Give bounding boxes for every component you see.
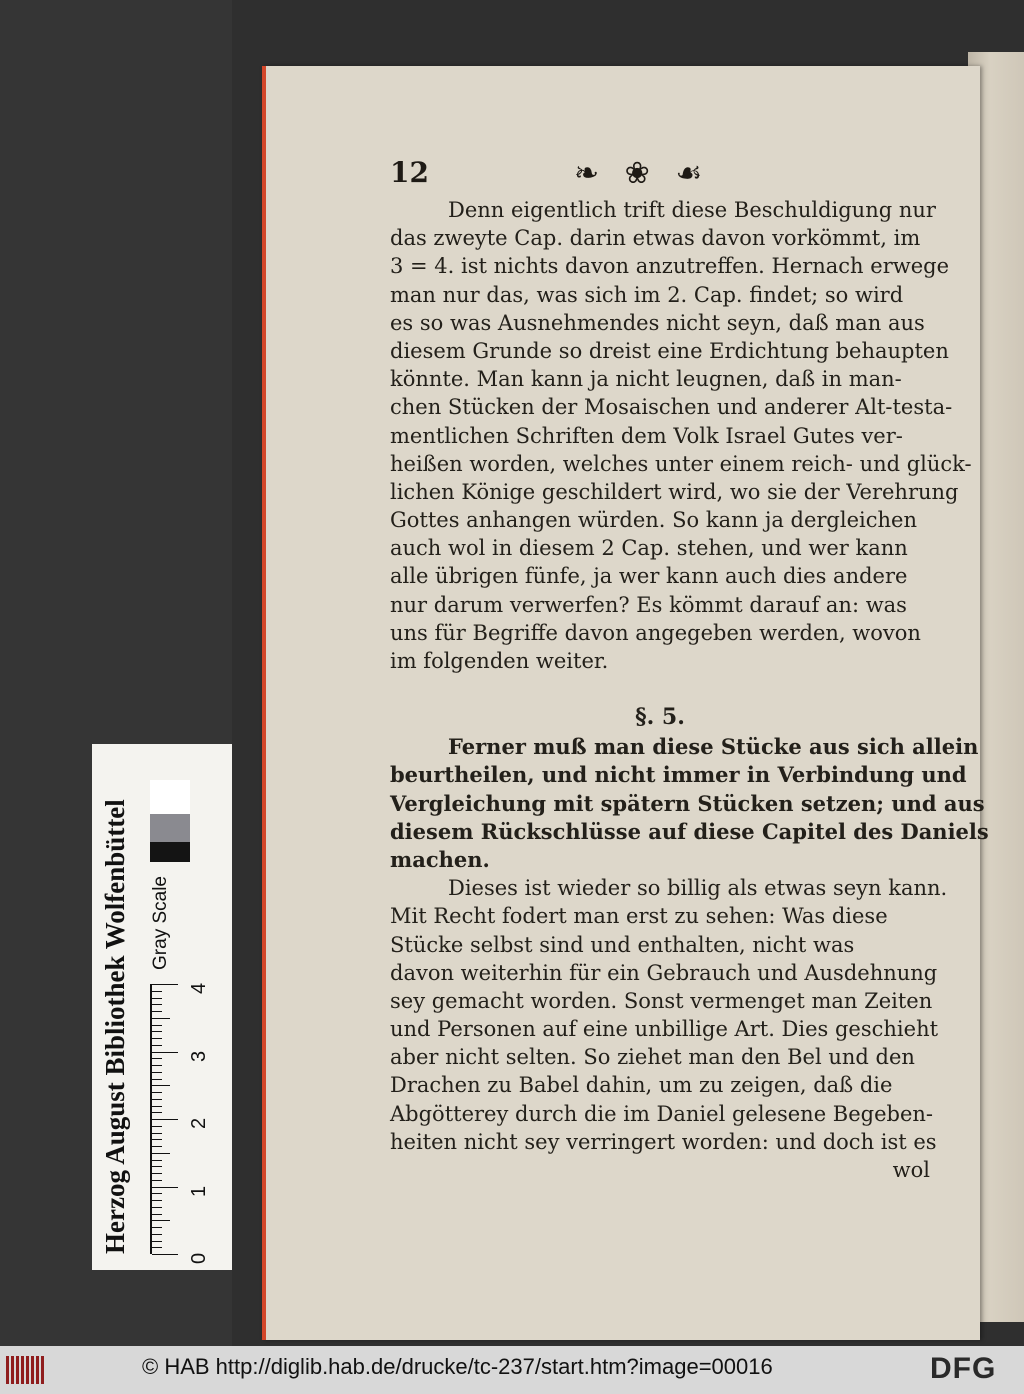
- text-line: lichen Könige geschildert wird, wo sie der Verehrung: [390, 479, 959, 504]
- catchword-text: wol: [892, 1158, 930, 1182]
- ruler-tick: [152, 1018, 170, 1019]
- ruler-tick: [152, 1106, 162, 1107]
- ruler-tick: [152, 1247, 162, 1248]
- text-line: Denn eigentlich trift diese Beschuldigung nur: [448, 198, 936, 222]
- ruler-number: 1: [188, 1185, 210, 1197]
- page-number: 12: [390, 156, 429, 189]
- ruler-tick: [152, 1187, 178, 1188]
- ruler-tick: [152, 1119, 178, 1120]
- book-page: [262, 66, 989, 1340]
- text-line: im folgenden weiter.: [390, 649, 609, 673]
- ruler-tick: [152, 1031, 162, 1032]
- paragraph-2: [390, 733, 989, 874]
- ruler-tick: [152, 1045, 162, 1046]
- text-line: auch wol in diesem 2 Cap. stehen, und wer kann: [390, 536, 908, 561]
- ruler-tick: [152, 1065, 162, 1066]
- text-line: Abgötterey durch die im Daniel gelesene Begeben-: [390, 1101, 934, 1126]
- ruler-tick: [152, 1200, 162, 1201]
- ruler-tick: [152, 1133, 162, 1134]
- ruler-tick: [152, 1112, 162, 1113]
- ruler-tick: [152, 1241, 162, 1242]
- text-line: mentlichen Schriften dem Volk Israel Gutes ver-: [390, 423, 903, 448]
- text-line: Mit Recht fodert man erst zu sehen: Was diese: [390, 904, 888, 929]
- ruler-tick: [152, 984, 178, 985]
- text-line: nur darum verwerfen? Es kömmt darauf an: was: [390, 592, 907, 617]
- ruler-tick: [152, 1126, 162, 1127]
- text-line: Drachen zu Babel dahin, um zu zeigen, daß die: [390, 1073, 893, 1098]
- ruler-tick: [152, 1025, 162, 1026]
- text-line: 3 = 4. ist nichts davon anzutreffen. Hernach erwege: [390, 254, 950, 279]
- text-line: aber nicht selten. So ziehet man den Bel und den: [390, 1045, 915, 1070]
- gray-swatch-white: [150, 780, 190, 814]
- text-line: alle übrigen fünfe, ja wer kann auch dies andere: [390, 564, 908, 589]
- text-line: diesem Rückschlüsse auf diese Capitel des Daniels: [390, 818, 989, 844]
- gray-swatch-mid: [150, 814, 190, 842]
- gray-scale-label: Gray Scale: [150, 876, 171, 970]
- page-header: [390, 156, 930, 196]
- text-line: diesem Grunde so dreist eine Erdichtung behaupten: [390, 338, 949, 363]
- catchword: [390, 1156, 930, 1184]
- library-logo-icon: [6, 1356, 44, 1384]
- section-mark: §. 5.: [635, 704, 685, 731]
- ruler-number: 2: [188, 1117, 210, 1129]
- copyright-link[interactable]: © HAB http://diglib.hab.de/drucke/tc-237/start.htm?image=00016: [142, 1354, 773, 1379]
- card-title: Herzog August Bibliothek Wolfenbüttel: [100, 799, 130, 1254]
- ruler-number: 4: [188, 982, 210, 994]
- text-line: beurtheilen, und nicht immer in Verbindung und: [390, 762, 967, 788]
- ruler-number: 3: [188, 1050, 210, 1062]
- ornament-icon: ❧ ❀ ☙: [574, 156, 711, 191]
- ruler-tick: [152, 1220, 170, 1221]
- text-line: Stücke selbst sind und enthalten, nicht was: [390, 932, 855, 957]
- ruler-tick: [152, 1004, 162, 1005]
- ruler-tick: [152, 1193, 162, 1194]
- page-content: [390, 156, 989, 1184]
- ruler-tick: [152, 991, 162, 992]
- text-line: Ferner muß man diese Stücke aus sich allein: [448, 734, 979, 760]
- footer-bar: [0, 1346, 1024, 1394]
- ruler-tick: [152, 1180, 162, 1181]
- text-line: man nur das, was sich im 2. Cap. findet; so wird: [390, 282, 904, 307]
- ruler-tick: [152, 1234, 162, 1235]
- ruler-number: 0: [188, 1252, 210, 1264]
- ruler-tick: [152, 1153, 170, 1154]
- text-line: heißen worden, welches unter einem reich- und glück-: [390, 451, 972, 476]
- ruler-tick: [152, 1146, 162, 1147]
- ruler-tick: [152, 1011, 162, 1012]
- paragraph-1: [390, 196, 972, 675]
- text-line: heiten nicht sey verringert worden: und doch ist es: [390, 1129, 937, 1154]
- ruler-tick: [152, 1092, 162, 1093]
- ruler-tick: [152, 1072, 162, 1073]
- ruler-tick: [152, 1038, 162, 1039]
- text-line: könnte. Man kann ja nicht leugnen, daß in man-: [390, 367, 902, 392]
- ruler-tick: [152, 1058, 162, 1059]
- ruler-tick: [152, 1139, 162, 1140]
- text-line: davon weiterhin für ein Gebrauch und Ausdehnung: [390, 960, 938, 985]
- ruler-tick: [152, 1160, 162, 1161]
- text-line: es so was Ausnehmendes nicht seyn, daß man aus: [390, 310, 925, 335]
- text-line: uns für Begriffe davon angegeben werden, wovon: [390, 620, 921, 645]
- text-line: das zweyte Cap. darin etwas davon vorkömmt, im: [390, 226, 921, 251]
- dfg-logo: DFG: [930, 1352, 997, 1385]
- ruler-tick: [152, 1052, 178, 1053]
- text-line: machen.: [390, 846, 490, 872]
- ruler-tick: [152, 1099, 162, 1100]
- ruler-tick: [152, 1254, 178, 1255]
- ruler-tick: [152, 1166, 162, 1167]
- ruler-tick: [152, 1085, 170, 1086]
- paragraph-3: [390, 874, 948, 1156]
- text-line: Gottes anhangen würden. So kann ja dergleichen: [390, 508, 917, 533]
- text-line: chen Stücken der Mosaischen und anderer Alt-testa-: [390, 395, 953, 420]
- scale-ruler: [150, 984, 192, 1254]
- ruler-tick: [152, 1079, 162, 1080]
- text-line: und Personen auf eine unbillige Art. Dies geschieht: [390, 1017, 939, 1042]
- text-line: Dieses ist wieder so billig als etwas seyn kann.: [448, 876, 948, 901]
- ruler-tick: [152, 998, 162, 999]
- ruler-tick: [152, 1214, 162, 1215]
- gray-swatch-black: [150, 842, 190, 862]
- text-line: Vergleichung mit spätern Stücken setzen; und aus: [390, 790, 985, 816]
- ruler-tick: [152, 1207, 162, 1208]
- ruler-tick: [152, 1173, 162, 1174]
- text-line: sey gemacht worden. Sonst vermenget man Zeiten: [390, 988, 933, 1013]
- ruler-tick: [152, 1227, 162, 1228]
